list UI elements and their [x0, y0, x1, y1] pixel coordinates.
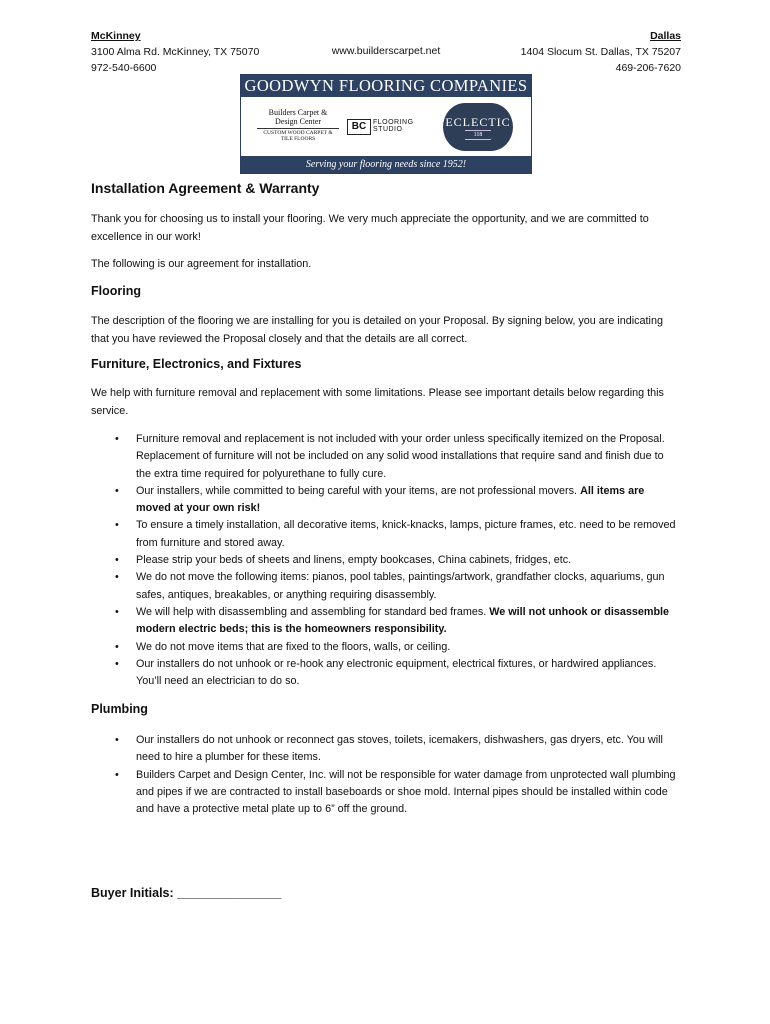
- letterhead: [91, 28, 681, 72]
- list-item: [91, 431, 681, 483]
- fs-box: BC: [347, 119, 371, 135]
- intro-paragraph: Thank you for choosing us to install your flooring. We very much appreciate the opportunity, and we are committed to excellence in our work!: [91, 213, 649, 243]
- document-title: Installation Agreement & Warranty: [91, 180, 320, 196]
- eclectic-text: ECLECTIC: [445, 115, 511, 129]
- fs-text: FLOORING STUDIO: [373, 119, 414, 133]
- list-item-text: Our installers do not unhook or re-hook any electronic equipment, electrical fixtures, or hardwired appliances. You’ll need an electrician to do so.: [136, 657, 657, 688]
- furniture-text: We help with furniture removal and replacement with some limitations. Please see important details below regarding this service.: [91, 387, 664, 417]
- eclectic-logo: [443, 103, 513, 151]
- plumbing-list: [91, 732, 681, 818]
- list-item: [91, 767, 681, 819]
- bc-name-line-2: Design Center: [275, 117, 321, 126]
- list-item: [91, 656, 681, 691]
- list-item-text: Builders Carpet and Design Center, Inc. will not be responsible for water damage from unprotected wall plumbing and pipes if we are contracted to install baseboards or shoe mold. Internal pipes should be installed within code and have a protective metal plate up to 6” off the ground.: [136, 768, 676, 816]
- list-item: [91, 552, 681, 569]
- logo-tagline: Serving your flooring needs since 1952!: [241, 156, 531, 173]
- left-city: McKinney: [91, 30, 141, 42]
- list-item-text: We do not move items that are fixed to the floors, walls, or ceiling.: [136, 640, 451, 653]
- right-address: 1404 Slocum St. Dallas, TX 75207: [520, 46, 681, 58]
- list-item: [91, 517, 681, 552]
- list-item-text: We do not move the following items: pianos, pool tables, paintings/artwork, grandfather clocks, aquariums, gun safes, antiques, breakables, or anything requiring disassembly.: [136, 571, 665, 601]
- bc-name-line-1: Builders Carpet &: [268, 108, 328, 117]
- list-item-text: Please strip your beds of sheets and linens, empty bookcases, China cabinets, fridges, etc.: [136, 554, 572, 567]
- right-phone: 469-206-7620: [615, 62, 681, 74]
- list-item: [91, 604, 681, 639]
- plumbing-heading: Plumbing: [91, 702, 148, 716]
- bc-subtitle: CUSTOM WOOD CARPET & TILE FLOORS: [257, 128, 339, 142]
- flooring-studio-logo: [347, 119, 427, 135]
- list-item-emphasis: We will not unhook or disassemble modern electric beds; this is the homeowners responsibility.: [136, 605, 670, 636]
- left-address: 3100 Alma Rd. McKinney, TX 75070: [91, 46, 260, 58]
- list-item: [91, 483, 681, 518]
- left-phone: 972-540-6600: [91, 62, 157, 74]
- flooring-text: The description of the flooring we are installing for you is detailed on your Proposal. By signing below, you are indicating that you have reviewed the Proposal closely and that the details are all correct.: [91, 315, 663, 345]
- furniture-heading: Furniture, Electronics, and Fixtures: [91, 357, 302, 371]
- buyer-initials-field[interactable]: Buyer Initials: _______________: [91, 886, 282, 900]
- website: www.builderscarpet.net: [331, 45, 441, 57]
- list-item: [91, 569, 681, 604]
- intro-agreement: The following is our agreement for installation.: [91, 258, 312, 270]
- eclectic-sub: 118: [465, 130, 491, 140]
- list-item-text: We will help with disassembling and assembling for standard bed frames.: [136, 605, 490, 618]
- builders-carpet-logo: [257, 108, 339, 142]
- list-item: [91, 732, 681, 767]
- list-item-text: To ensure a timely installation, all decorative items, knick-knacks, lamps, picture frames, etc. need to be removed from furniture and stored away.: [136, 519, 676, 549]
- list-item-text: Our installers do not unhook or reconnect gas stoves, toilets, icemakers, dishwashers, gas dryers, etc. You will need to hire a plumber for these items.: [136, 734, 663, 764]
- right-address-block: [521, 28, 681, 76]
- list-item-text: Our installers, while committed to being careful with your items, are not professional movers.: [136, 484, 581, 497]
- list-item: [91, 639, 681, 656]
- furniture-list: [91, 431, 681, 690]
- flooring-heading: Flooring: [91, 284, 141, 298]
- company-logo: [240, 74, 532, 174]
- right-city: Dallas: [650, 30, 681, 42]
- logo-title: GOODWYN FLOORING COMPANIES: [241, 75, 531, 97]
- list-item-emphasis: All items are moved at your own risk!: [136, 484, 645, 515]
- list-item-text: Furniture removal and replacement is not included with your order unless specifically itemized on the Proposal. Replacement of furniture will not be included on any solid wood installations that require sand and finish due to the extra time required for polyurethane to fully cure.: [136, 433, 665, 480]
